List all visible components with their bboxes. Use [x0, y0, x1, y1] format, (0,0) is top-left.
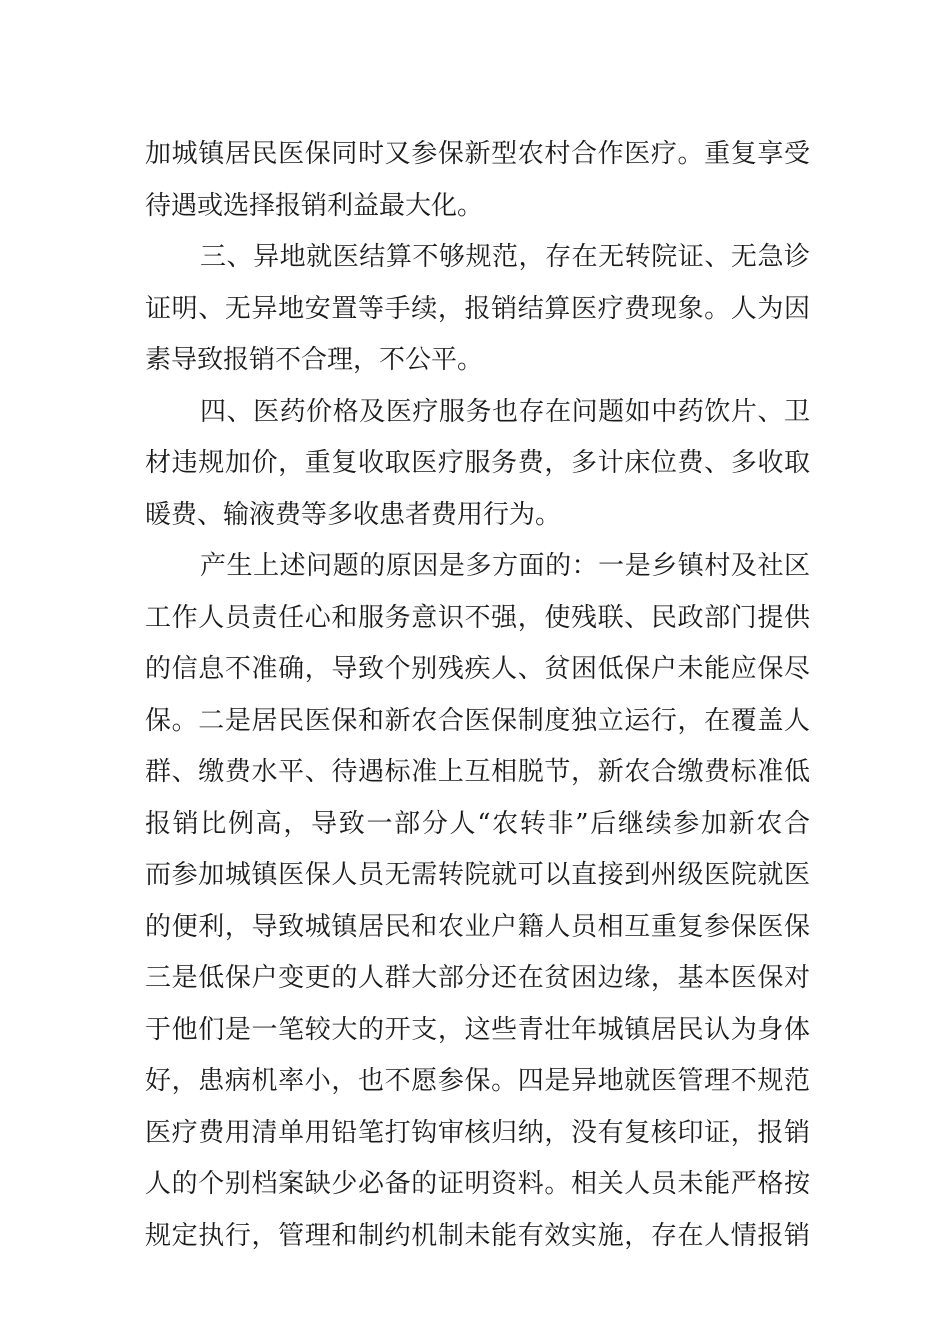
text-line: 工作人员责任心和服务意识不强，使残联、民政部门提供	[145, 602, 810, 633]
text-line: 三是低保户变更的人群大部分还在贫困边缘，基本医保对	[145, 963, 810, 993]
text-line: 群、缴费水平、待遇标准上互相脱节，新农合缴费标准低	[145, 757, 810, 787]
text-line: 暖费、输液费等多收患者费用行为。	[145, 499, 562, 530]
paragraph-start-line: 四、医药价格及医疗服务也存在问题如中药饮片、卫	[200, 396, 810, 427]
text-line: 加城镇居民医保同时又参保新型农村合作医疗。重复享受	[145, 139, 810, 169]
text-line: 人的个别档案缺少必备的证明资料。相关人员未能严格按	[145, 1169, 810, 1199]
text-line: 报销比例高，导致一部分人“农转非”后继续参加新农合	[145, 808, 810, 839]
text-line: 而参加城镇医保人员无需转院就可以直接到州级医院就医	[145, 860, 810, 890]
text-line: 证明、无异地安置等手续，报销结算医疗费现象。人为因	[145, 293, 810, 324]
text-line: 好，患病机率小，也不愿参保。四是异地就医管理不规范	[145, 1066, 810, 1096]
text-line: 素导致报销不合理，不公平。	[145, 345, 484, 375]
text-line: 于他们是一笔较大的开支，这些青壮年城镇居民认为身体	[145, 1014, 810, 1045]
text-line: 材违规加价，重复收取医疗服务费，多计床位费、多收取	[145, 448, 810, 478]
text-line: 规定执行，管理和制约机制未能有效实施，存在人情报销	[145, 1220, 810, 1251]
text-line: 医疗费用清单用铅笔打钩审核归纳，没有复核印证，报销	[145, 1117, 810, 1148]
paragraph-start-line: 三、异地就医结算不够规范，存在无转院证、无急诊	[200, 242, 810, 272]
body-text	[145, 129, 810, 1262]
text-line: 待遇或选择报销利益最大化。	[145, 190, 484, 221]
paragraph-start-line: 产生上述问题的原因是多方面的：一是乡镇村及社区	[200, 551, 810, 581]
text-line: 的便利，导致城镇居民和农业户籍人员相互重复参保医保	[145, 911, 810, 942]
text-line: 保。二是居民医保和新农合医保制度独立运行，在覆盖人	[145, 705, 810, 736]
text-line: 的信息不准确，导致个别残疾人、贫困低保户未能应保尽	[145, 654, 810, 684]
